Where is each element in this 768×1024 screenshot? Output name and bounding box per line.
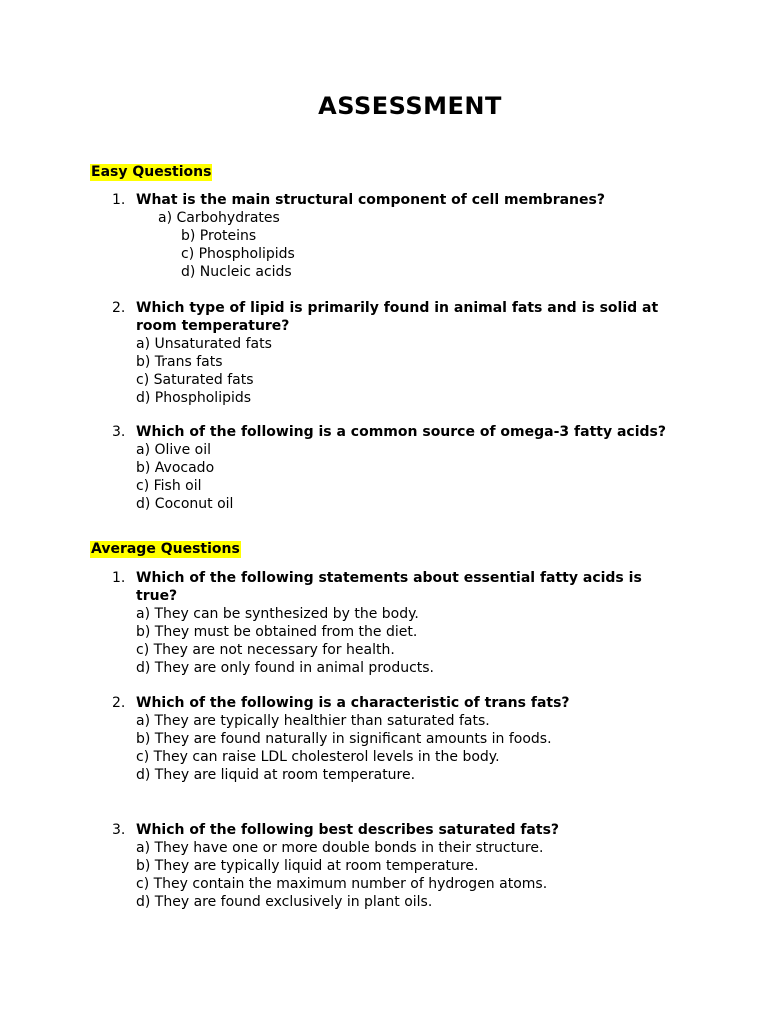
question-stem: Which type of lipid is primarily found in animal fats and is solid at room temperature? (136, 300, 659, 334)
answer-option: a) Olive oil (136, 442, 211, 458)
easy-question-2 (112, 299, 672, 407)
answer-option: b) They must be obtained from the diet. (136, 624, 418, 640)
answer-option: c) They are not necessary for health. (136, 642, 395, 658)
answer-option: c) Phospholipids (181, 246, 295, 262)
average-question-1 (112, 569, 672, 677)
answer-option: a) They have one or more double bonds in their structure. (136, 840, 544, 856)
easy-section-heading: Easy Questions (91, 164, 212, 180)
question-number: 2. (112, 695, 126, 711)
question-number: 1. (112, 192, 126, 208)
answer-option: c) They contain the maximum number of hydrogen atoms. (136, 876, 548, 892)
question-number: 3. (112, 424, 126, 440)
answer-option: d) Coconut oil (136, 496, 234, 512)
answer-option: b) Proteins (181, 228, 257, 244)
average-question-2 (112, 694, 672, 784)
answer-option: d) Phospholipids (136, 390, 252, 406)
average-section-heading: Average Questions (91, 541, 240, 557)
answer-option: a) Carbohydrates (158, 210, 280, 226)
average-question-3 (112, 821, 672, 911)
question-number: 2. (112, 300, 126, 316)
answer-option: a) They can be synthesized by the body. (136, 606, 419, 622)
answer-option: b) Trans fats (136, 354, 223, 370)
answer-option: a) Unsaturated fats (136, 336, 272, 352)
answer-option: d) They are found exclusively in plant oils. (136, 894, 433, 910)
answer-option: b) They are found naturally in significant amounts in foods. (136, 731, 552, 747)
answer-option: c) They can raise LDL cholesterol levels in the body. (136, 749, 500, 765)
question-number: 3. (112, 822, 126, 838)
question-stem: Which of the following is a characteristic of trans fats? (136, 695, 570, 711)
answer-option: d) Nucleic acids (181, 264, 292, 280)
answer-option: c) Saturated fats (136, 372, 254, 388)
easy-question-3 (112, 423, 672, 513)
question-stem: Which of the following is a common source of omega-3 fatty acids? (136, 424, 666, 440)
answer-option: d) They are only found in animal products. (136, 660, 435, 676)
question-number: 1. (112, 570, 126, 586)
question-stem: What is the main structural component of cell membranes? (136, 192, 605, 208)
answer-option: b) Avocado (136, 460, 215, 476)
easy-question-1 (112, 191, 672, 281)
answer-option: a) They are typically healthier than saturated fats. (136, 713, 490, 729)
answer-option: b) They are typically liquid at room temperature. (136, 858, 479, 874)
question-stem: Which of the following best describes saturated fats? (136, 822, 560, 838)
page-title: ASSESSMENT (318, 92, 502, 120)
answer-option: d) They are liquid at room temperature. (136, 767, 416, 783)
answer-option: c) Fish oil (136, 478, 202, 494)
question-stem: Which of the following statements about essential fatty acids is true? (136, 570, 642, 604)
